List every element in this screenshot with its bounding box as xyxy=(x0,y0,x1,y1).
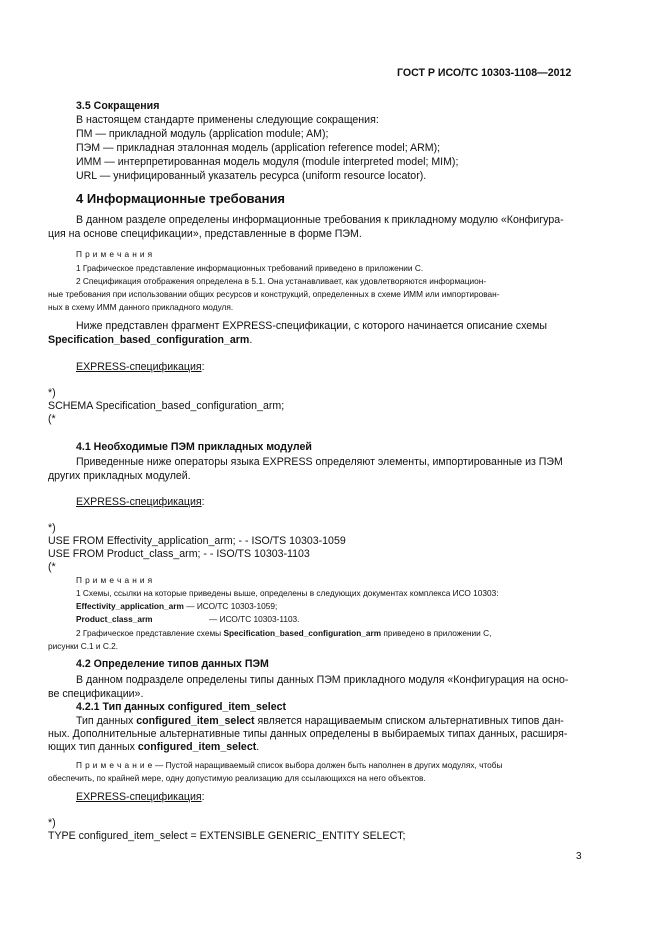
express-label: EXPRESS-спецификация: xyxy=(76,361,205,373)
section-4-2-heading: 4.2 Определение типов данных ПЭМ xyxy=(76,658,269,670)
schema-name: Specification_based_configuration_arm xyxy=(48,334,250,346)
running-header: ГОСТ Р ИСО/ТС 10303-1108—2012 xyxy=(397,67,572,79)
section-4-2-1-heading: 4.2.1 Тип данных configured_item_select xyxy=(76,701,287,713)
code-line: USE FROM Effectivity_application_arm; - - ISO/TS 10303-1059 xyxy=(48,535,346,547)
code-line: SCHEMA Specification_based_configuration_arm; xyxy=(48,400,285,412)
note-2: ных в схему ИММ данного прикладного модуля. xyxy=(48,302,234,312)
sec421-para: Тип данных configured_item_select является наращиваемым списком альтернативных типов дан- xyxy=(76,715,564,727)
note-1: 1 Схемы, ссылки на которые приведены выше, определены в следующих документах комплекса ИСО 10303: xyxy=(76,588,499,598)
abbr-item: ПЭМ — прикладная эталонная модель (application reference model; ARM); xyxy=(76,142,441,154)
sec421-para: ющих тип данных configured_item_select. xyxy=(48,741,260,753)
sec35-intro: В настоящем стандарте применены следующие сокращения: xyxy=(76,114,379,126)
sec41-para: других прикладных модулей. xyxy=(48,470,191,482)
sec4-para-2: Ниже представлен фрагмент EXPRESS-спецификации, с которого начинается описание схемы xyxy=(76,320,548,332)
code-line: *) xyxy=(48,387,56,399)
sec4-para: ция на основе спецификации», представленные в форме ПЭМ. xyxy=(48,228,362,240)
sec4-para-2: Specification_based_configuration_arm. xyxy=(48,334,253,346)
sec42-para: В данном подразделе определены типы данных ПЭМ прикладного модуля «Конфигурация на осно- xyxy=(76,674,569,686)
note-1: 1 Графическое представление информационных требований приведено в приложении С. xyxy=(76,263,424,273)
schema-ref: Effectivity_application_arm — ИСО/ТС 10303-1059; xyxy=(76,601,278,611)
sec41-para: Приведенные ниже операторы языка EXPRESS определяют элементы, импортированные из ПЭМ xyxy=(76,456,563,468)
note: П р и м е ч а н и е — Пустой наращиваемый список выбора должен быть наполнен в других модулях, чтобы xyxy=(76,760,503,770)
note-label: П р и м е ч а н и я xyxy=(76,575,153,585)
abbr-item: ПМ — прикладной модуль (application module; AM); xyxy=(76,128,329,140)
express-label: EXPRESS-спецификация: xyxy=(76,496,205,508)
schema-ref-name: Product_class_arm xyxy=(76,614,153,624)
code-line: (* xyxy=(48,561,56,573)
section-3-5-heading: 3.5 Сокращения xyxy=(76,100,160,112)
abbr-item: ИММ — интерпретированная модель модуля (module interpreted model; MIM); xyxy=(76,156,459,168)
note-2: ные требования при использовании общих ресурсов и конструкций, определенных в схеме ИММ или импортирован- xyxy=(48,289,500,299)
sec4-para: В данном разделе определены информационные требования к прикладному модулю «Конфигура- xyxy=(76,214,564,226)
code-line: USE FROM Product_class_arm; - - ISO/TS 10303-1103 xyxy=(48,548,310,560)
note: обеспечить, по крайней мере, одну допустимую реализацию для ссылающихся на него объектов. xyxy=(48,773,426,783)
code-line: (* xyxy=(48,413,56,425)
note-2: 2 Спецификация отображения определена в 5.1. Она устанавливает, как удовлетворяются информацион- xyxy=(76,276,487,286)
code-line: *) xyxy=(48,817,56,829)
schema-ref-doc: — ИСО/ТС 10303-1103. xyxy=(209,614,300,624)
note-2: 2 Графическое представление схемы Specification_based_configuration_arm приведено в приложении С, xyxy=(76,628,492,638)
sec421-para: ных. Дополнительные альтернативные типы данных определены в выбираемых типах данных, расширя- xyxy=(48,728,568,740)
code-line: TYPE configured_item_select = EXTENSIBLE GENERIC_ENTITY SELECT; xyxy=(48,830,406,842)
abbr-item: URL — унифицированный указатель ресурса (uniform resource locator). xyxy=(76,170,427,182)
code-line: *) xyxy=(48,522,56,534)
note-label: П р и м е ч а н и я xyxy=(76,249,153,259)
section-4-heading: 4 Информационные требования xyxy=(76,191,286,206)
page-number: 3 xyxy=(576,851,582,862)
section-4-1-heading: 4.1 Необходимые ПЭМ прикладных модулей xyxy=(76,441,312,453)
note-2: рисунки С.1 и С.2. xyxy=(48,641,119,651)
sec42-para: ве спецификации». xyxy=(48,688,144,700)
express-label: EXPRESS-спецификация: xyxy=(76,791,205,803)
